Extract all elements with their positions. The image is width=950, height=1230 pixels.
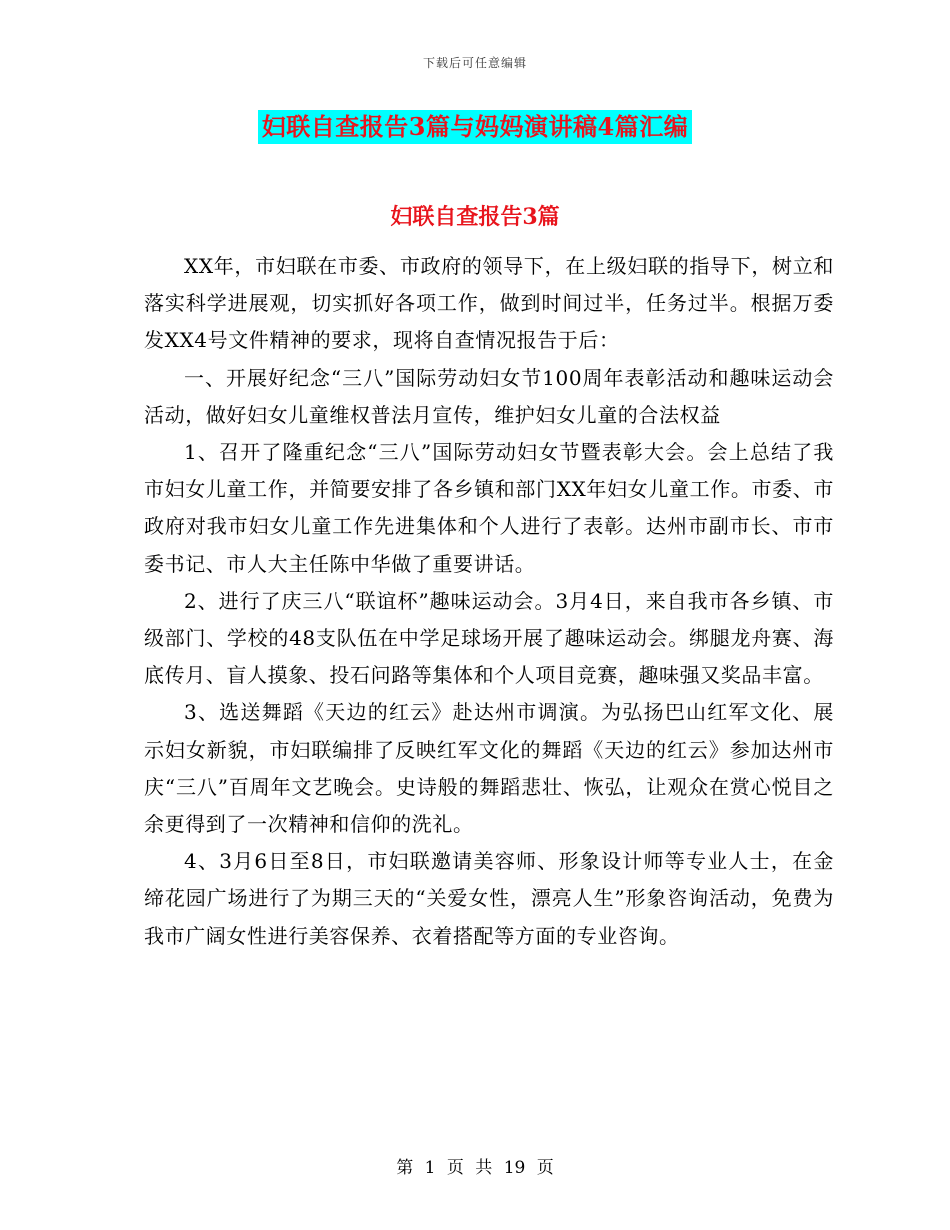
section-title: 妇联自查报告3篇 xyxy=(390,204,560,230)
page-footer: 第 1 页 共 19 页 xyxy=(396,1158,554,1178)
paragraph-intro: XX年，市妇联在市委、市政府的领导下，在上级妇联的指导下，树立和落实科学进展观，切实抓好各项工作，做到时间过半，任务过半。根据万委发XX4号文件精神的要求，现将自查情况报告于后： xyxy=(144,254,834,353)
main-title: 妇联自查报告3篇与妈妈演讲稿4篇汇编 xyxy=(258,110,692,144)
header-note: 下载后可任意编辑 xyxy=(422,56,527,70)
paragraph-item-1: 1、召开了隆重纪念“三八”国际劳动妇女节暨表彰大会。会上总结了我市妇女儿童工作，并简要安排了各乡镇和部门XX年妇女儿童工作。市委、市政府对我市妇女儿童工作先进集体和个人进行了表彰。达州市副市长、市市委书记、市人大主任陈中华做了重要讲话。 xyxy=(144,440,834,576)
paragraph-item-2: 2、进行了庆三八“联谊杯”趣味运动会。3月4日，来自我市各乡镇、市级部门、学校的48支队伍在中学足球场开展了趣味运动会。绑腿龙舟赛、海底传月、盲人摸象、投石问路等集体和个人项目竞赛，趣味强又奖品丰富。 xyxy=(144,588,834,688)
paragraph-heading-1: 一、开展好纪念“三八”国际劳动妇女节100周年表彰活动和趣味运动会活动，做好妇女儿童维权普法月宣传，维护妇女儿童的合法权益 xyxy=(144,365,834,427)
body-text xyxy=(144,248,834,955)
main-title-wrap xyxy=(0,110,950,144)
paragraph-item-4: 4、3月6日至8日，市妇联邀请美容师、形象设计师等专业人士，在金缔花园广场进行了为期三天的“关爱女性，漂亮人生”形象咨询活动，免费为我市广阔女性进行美容保养、衣着搭配等方面的专业咨询。 xyxy=(144,849,834,948)
paragraph-item-3: 3、选送舞蹈《天边的红云》赴达州市调演。为弘扬巴山红军文化、展示妇女新貌，市妇联编排了反映红军文化的舞蹈《天边的红云》参加达州市庆“三八”百周年文艺晚会。史诗般的舞蹈悲壮、恢弘，让观众在赏心悦目之余更得到了一次精神和信仰的洗礼。 xyxy=(144,700,834,837)
